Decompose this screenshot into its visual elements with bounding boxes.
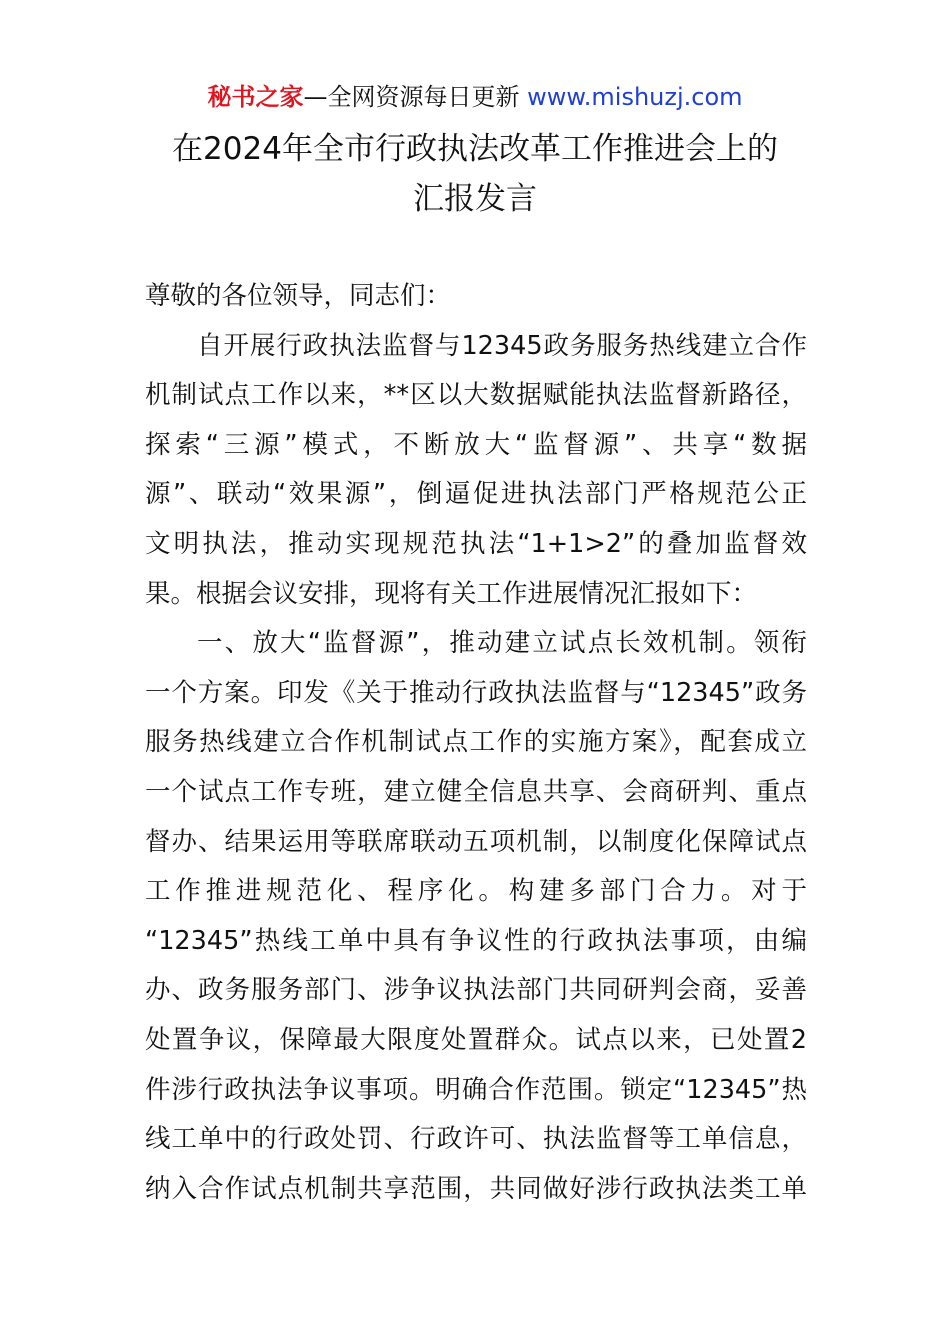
banner-tagline: —全网资源每日更新 [303, 83, 520, 111]
banner-url[interactable]: www.mishuzj.com [527, 83, 743, 111]
body-line: 一个试点工作专班，建立健全信息共享、会商研判、重点 [145, 776, 807, 807]
body-line: 线工单中的行政处罚、行政许可、执法监督等工单信息， [145, 1124, 807, 1155]
body-line: 果。根据会议安排，现将有关工作进展情况汇报如下： [145, 578, 758, 609]
body-line: 处置争议，保障最大限度处置群众。试点以来，已处置2 [145, 1024, 807, 1055]
banner-brand: 秘书之家 [207, 83, 304, 111]
salutation-line: 尊敬的各位领导，同志们： [145, 281, 452, 311]
body-line: 源”、联动“效果源”，倒逼促进执法部门严格规范公正 [145, 479, 807, 510]
body-line: 纳入合作试点机制共享范围，共同做好涉行政执法类工单 [145, 1173, 807, 1204]
body-line: 件涉行政执法争议事项。明确合作范围。锁定“12345”热 [145, 1074, 807, 1105]
body-line: 工作推进规范化、程序化。构建多部门合力。对于 [145, 876, 807, 907]
body-line: 服务热线建立合作机制试点工作的实施方案》，配套成立 [145, 727, 807, 758]
body-line: “12345”热线工单中具有争议性的行政执法事项，由编 [145, 925, 807, 956]
title-line-1: 在2024年全市行政执法改革工作推进会上的 [172, 131, 778, 167]
document-title [90, 124, 860, 224]
title-line-2: 汇报发言 [413, 181, 537, 217]
document-body [145, 272, 807, 1214]
body-line: 自开展行政执法监督与12345政务服务热线建立合作 [197, 330, 807, 361]
body-line: 文明执法，推动实现规范执法“1+1>2”的叠加监督效 [145, 528, 807, 559]
body-line: 机制试点工作以来，**区以大数据赋能执法监督新路径， [145, 380, 807, 411]
body-line: 一、放大“监督源”，推动建立试点长效机制。领衔 [197, 628, 807, 659]
body-line: 督办、结果运用等联席联动五项机制，以制度化保障试点 [145, 826, 807, 857]
body-line: 一个方案。印发《关于推动行政执法监督与“12345”政务 [145, 677, 807, 708]
watermark-banner [0, 80, 950, 114]
body-line: 办、政务服务部门、涉争议执法部门共同研判会商，妥善 [145, 975, 807, 1006]
body-line: 探索“三源”模式，不断放大“监督源”、共享“数据 [145, 429, 807, 460]
